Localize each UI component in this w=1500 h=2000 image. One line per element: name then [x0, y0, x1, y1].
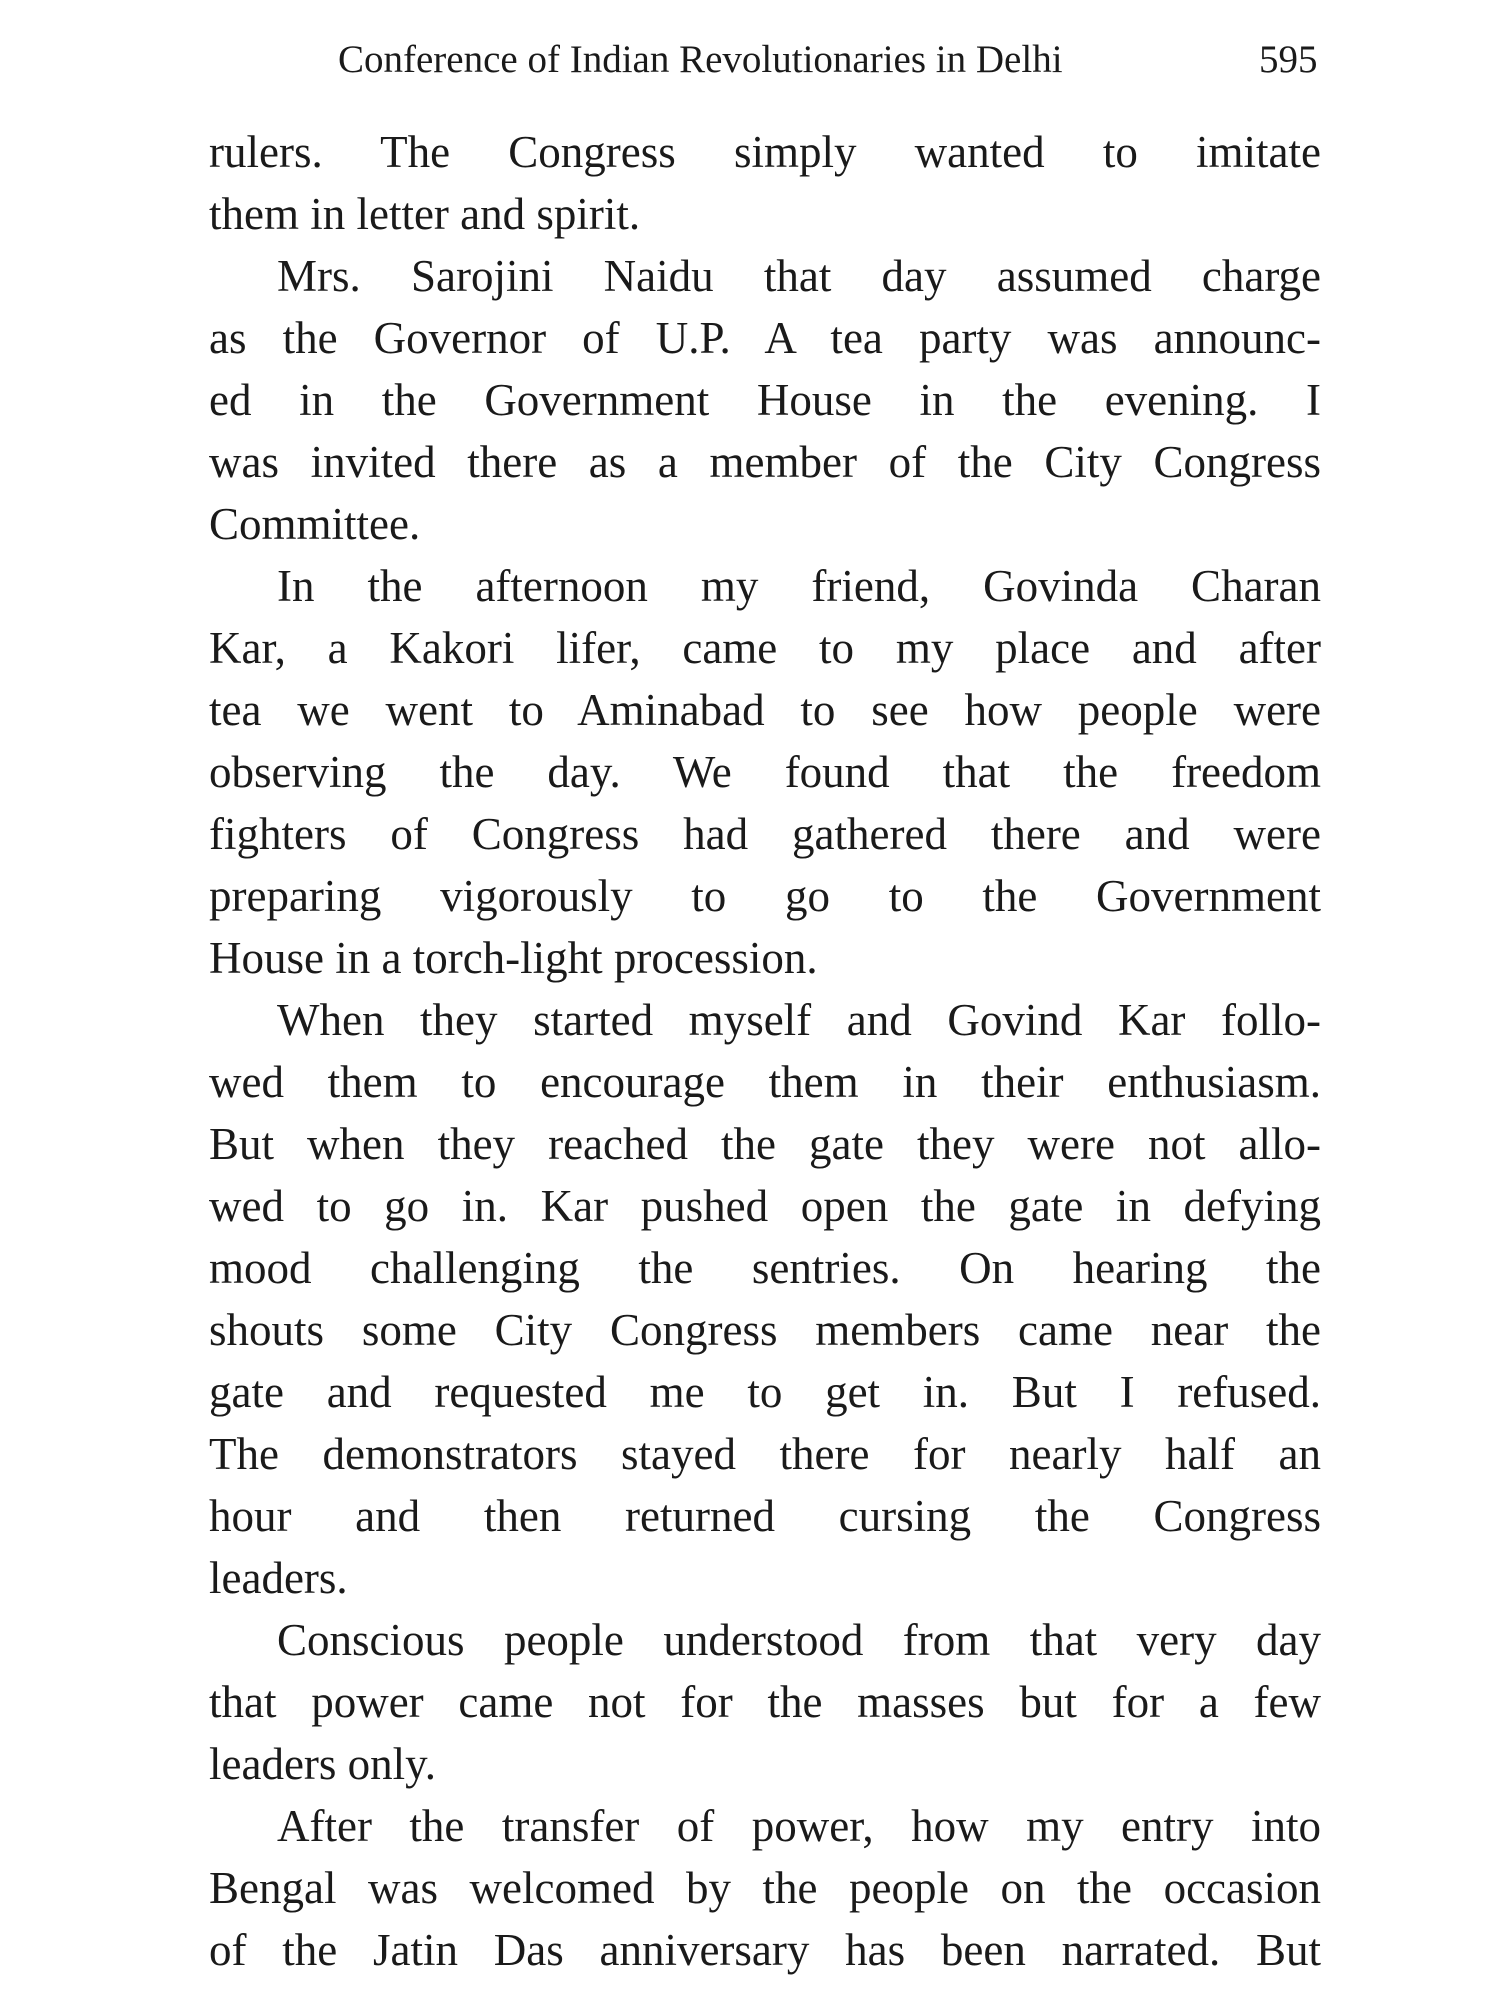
text-line: them in letter and spirit.	[209, 189, 641, 239]
running-head	[338, 30, 1338, 90]
body-text	[209, 121, 1321, 1981]
text-line: shouts some City Congress members came near the	[209, 1305, 1321, 1355]
paragraph	[209, 245, 1321, 555]
paragraph	[209, 989, 1321, 1609]
text-line: gate and requested me to get in. But I refused.	[209, 1367, 1321, 1417]
text-line: hour and then returned cursing the Congress	[209, 1491, 1321, 1541]
running-title: Conference of Indian Revolutionaries in Delhi	[338, 38, 1063, 81]
text-line: preparing vigorously to go to the Government	[209, 871, 1321, 921]
text-line: Mrs. Sarojini Naidu that day assumed charge	[277, 251, 1321, 301]
paragraph	[209, 1795, 1321, 1981]
text-line: tea we went to Aminabad to see how people were	[209, 685, 1321, 735]
text-line: In the afternoon my friend, Govinda Charan	[277, 561, 1321, 611]
text-line: as the Governor of U.P. A tea party was announc-	[209, 313, 1321, 363]
text-line: ed in the Government House in the evening. I	[209, 375, 1321, 425]
text-line: wed them to encourage them in their enthusiasm.	[209, 1057, 1321, 1107]
text-line: Conscious people understood from that very day	[277, 1615, 1321, 1665]
text-line: Bengal was welcomed by the people on the occasion	[209, 1863, 1321, 1913]
text-line: observing the day. We found that the freedom	[209, 747, 1321, 797]
text-line: of the Jatin Das anniversary has been narrated. But	[209, 1925, 1321, 1975]
text-line: rulers. The Congress simply wanted to imitate	[209, 127, 1321, 177]
page-number: 595	[1259, 38, 1318, 81]
text-line: was invited there as a member of the City Congress	[209, 437, 1321, 487]
text-line: The demonstrators stayed there for nearly half an	[209, 1429, 1321, 1479]
text-line: After the transfer of power, how my entry into	[277, 1801, 1321, 1851]
paragraph	[209, 1609, 1321, 1795]
text-line: that power came not for the masses but for a few	[209, 1677, 1321, 1727]
paragraph	[209, 121, 1321, 245]
text-line: wed to go in. Kar pushed open the gate in defying	[209, 1181, 1321, 1231]
text-line: leaders.	[209, 1553, 348, 1603]
paragraph	[209, 555, 1321, 989]
text-line: mood challenging the sentries. On hearing the	[209, 1243, 1321, 1293]
text-line: But when they reached the gate they were not allo-	[209, 1119, 1321, 1169]
text-line: Kar, a Kakori lifer, came to my place and after	[209, 623, 1321, 673]
text-line: leaders only.	[209, 1739, 436, 1789]
text-line: House in a torch-light procession.	[209, 933, 818, 983]
text-line: fighters of Congress had gathered there and were	[209, 809, 1321, 859]
text-line: When they started myself and Govind Kar follo-	[277, 995, 1321, 1045]
text-line: Committee.	[209, 499, 421, 549]
